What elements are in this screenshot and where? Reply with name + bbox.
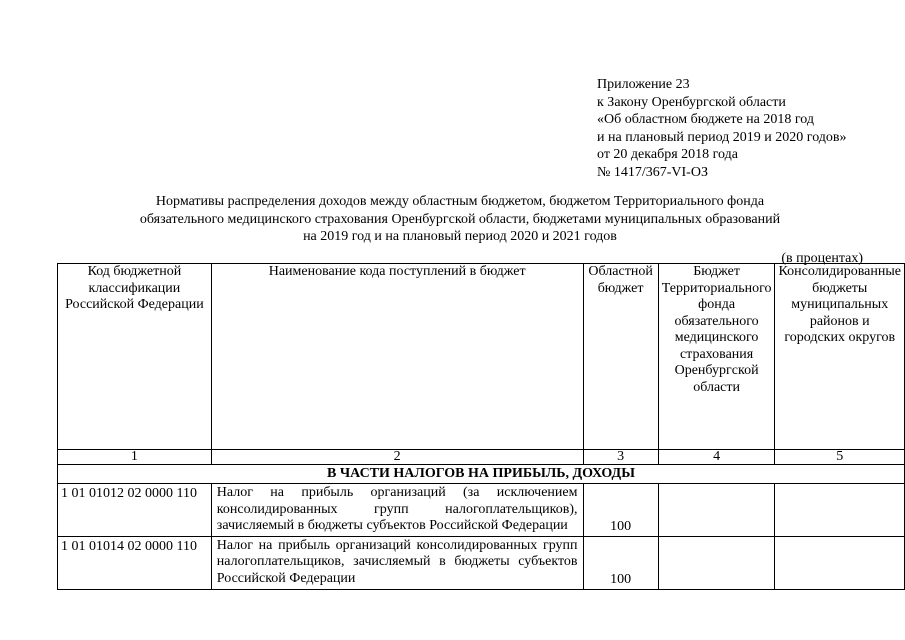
appendix-line: от 20 декабря 2018 года	[597, 147, 738, 163]
title-line: обязательного медицинского страхования Оренбургской области, бюджетами муниципальных образований	[139, 211, 781, 227]
header-regional: Областной бюджет	[583, 264, 658, 450]
table-row	[58, 484, 905, 537]
table-row	[58, 536, 905, 589]
column-number: 4	[658, 450, 775, 465]
column-number: 2	[211, 450, 583, 465]
column-number-row	[58, 450, 905, 465]
document-title	[60, 193, 860, 246]
section-row	[58, 465, 905, 484]
row-regional-value: 100	[583, 536, 658, 589]
row-municipal-value	[775, 536, 905, 589]
header-name: Наименование кода поступлений в бюджет	[211, 264, 583, 450]
row-regional-value: 100	[583, 484, 658, 537]
column-number: 5	[775, 450, 905, 465]
column-number: 1	[58, 450, 212, 465]
row-code: 1 01 01012 02 0000 110	[58, 484, 212, 537]
appendix-line: Приложение 23	[597, 77, 690, 92]
appendix-line: и на плановый период 2019 и 2020 годов»	[597, 129, 847, 145]
appendix-reference	[597, 76, 897, 182]
title-line: на 2019 год и на плановый период 2020 и 2021 годов	[303, 229, 617, 245]
appendix-line: «Об областном бюджете на 2018 год	[597, 112, 814, 128]
row-fund-value	[658, 536, 775, 589]
row-fund-value	[658, 484, 775, 537]
appendix-line: к Закону Оренбургской области	[597, 94, 786, 110]
row-municipal-value	[775, 484, 905, 537]
header-municipal: Консолидированные бюджеты муниципальных районов и городских округов	[775, 264, 905, 450]
header-fund: Бюджет Территориального фонда обязательного медицинского страхования Оренбургской области	[658, 264, 775, 450]
distribution-table	[57, 263, 905, 590]
title-line: Нормативы распределения доходов между областным бюджетом, бюджетом Территориального фонда	[155, 194, 765, 209]
row-code: 1 01 01014 02 0000 110	[58, 536, 212, 589]
header-row	[58, 264, 905, 450]
row-name: Налог на прибыль организаций (за исключением консолидированных групп налогоплательщиков), зачисляемый в бюджеты субъектов Российской Федерации	[211, 484, 583, 537]
units-note: (в процентах)	[781, 251, 863, 266]
row-name: Налог на прибыль организаций консолидированных групп налогоплательщиков, зачисляемый в бюджеты субъектов Российской Федерации	[211, 536, 583, 589]
appendix-line: № 1417/367-VI-ОЗ	[597, 164, 708, 180]
column-number: 3	[583, 450, 658, 465]
header-code: Код бюджетной классификации Российской Федерации	[58, 264, 212, 450]
section-title: В ЧАСТИ НАЛОГОВ НА ПРИБЫЛЬ, ДОХОДЫ	[58, 465, 905, 484]
